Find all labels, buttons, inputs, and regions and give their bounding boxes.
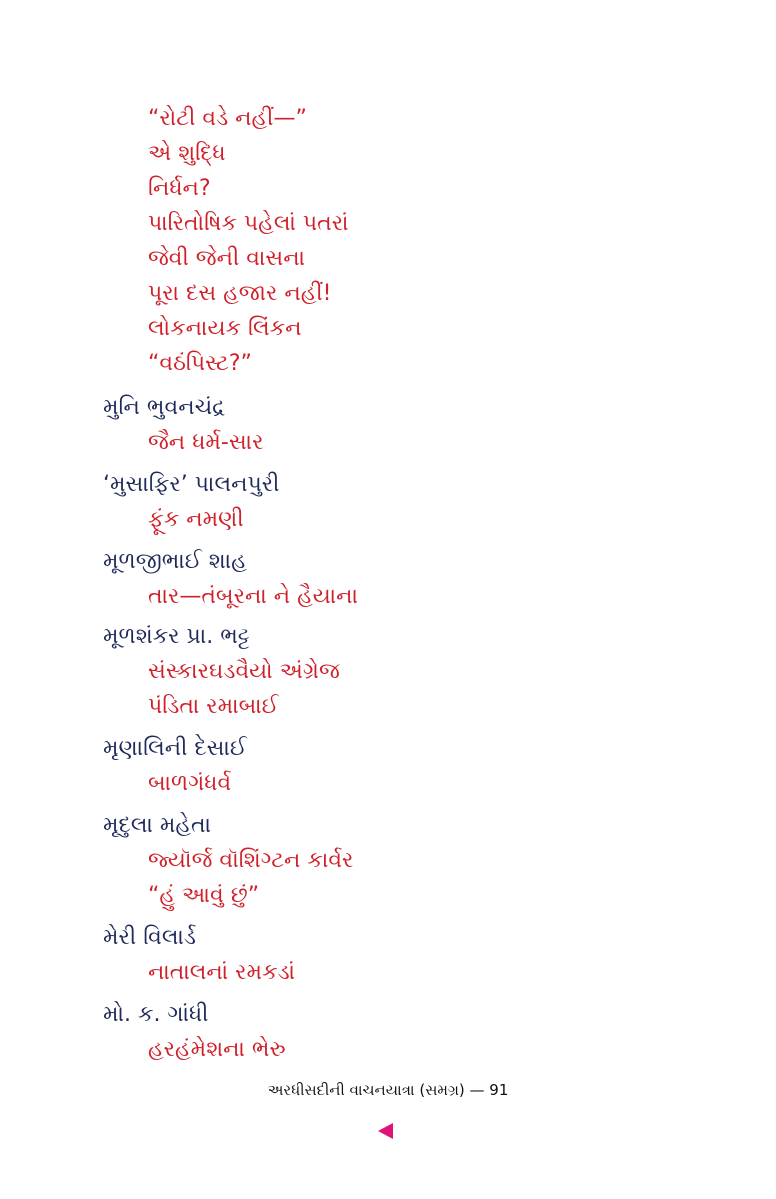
- entry-title: પંડિતા રમાબાઈ: [148, 694, 279, 719]
- entry-title: “વઠંપિસ્ટ?”: [148, 351, 252, 376]
- triangle-left-icon[interactable]: [378, 1123, 393, 1139]
- author-name: મૂળશંકર પ્રા. ભટ્ટ: [103, 624, 250, 649]
- entry-title: પારિતોષિક પહેલાં પતરાં: [148, 211, 349, 236]
- entry-title: તાર—તંબૂરના ને હૈયાના: [148, 584, 358, 609]
- entry-title: નાતાલનાં રમકડાં: [148, 960, 296, 985]
- entry-title: નિર્ધન?: [148, 176, 211, 201]
- author-name: મૃદુલા મહેતા: [103, 813, 211, 838]
- author-name: મુનિ ભુવનચંદ્ર: [103, 395, 226, 420]
- page-footer: અરધીસદીની વાચનયાત્રા (સમગ્ર) — 91: [267, 1081, 509, 1099]
- entry-title: એ શુદ્ધિ: [148, 141, 226, 166]
- entry-title: “રોટી વડે નહીં—”: [148, 106, 307, 131]
- entry-title: પૂરા દસ હજાર નહીં!: [148, 281, 332, 306]
- entry-title: “હું આવું છું”: [148, 883, 260, 908]
- entry-title: જૈન ધર્મ-સાર: [148, 430, 264, 455]
- entry-title: બાળગંધર્વ: [148, 771, 232, 796]
- author-name: મૃણાલિની દેસાઈ: [103, 736, 247, 761]
- entry-title: ફૂંક નમણી: [148, 507, 244, 532]
- entry-title: જેવી જેની વાસના: [148, 246, 305, 271]
- author-name: મેરી વિલાર્ડ: [103, 925, 196, 950]
- entry-title: સંસ્કારઘડવૈયો અંગ્રેજ: [148, 659, 340, 684]
- author-name: મૂળજીભાઈ શાહ: [103, 549, 247, 574]
- author-name: ‘મુસાફિર’ પાલનપુરી: [103, 472, 280, 497]
- entry-title: લોકનાયક લિંકન: [148, 316, 302, 341]
- entry-title: જ્યૉર્જ વૉશિંગ્ટન કાર્વર: [148, 848, 354, 873]
- author-name: મો. ક. ગાંધી: [103, 1002, 209, 1027]
- entry-title: હરહંમેશના ભેરુ: [148, 1037, 286, 1062]
